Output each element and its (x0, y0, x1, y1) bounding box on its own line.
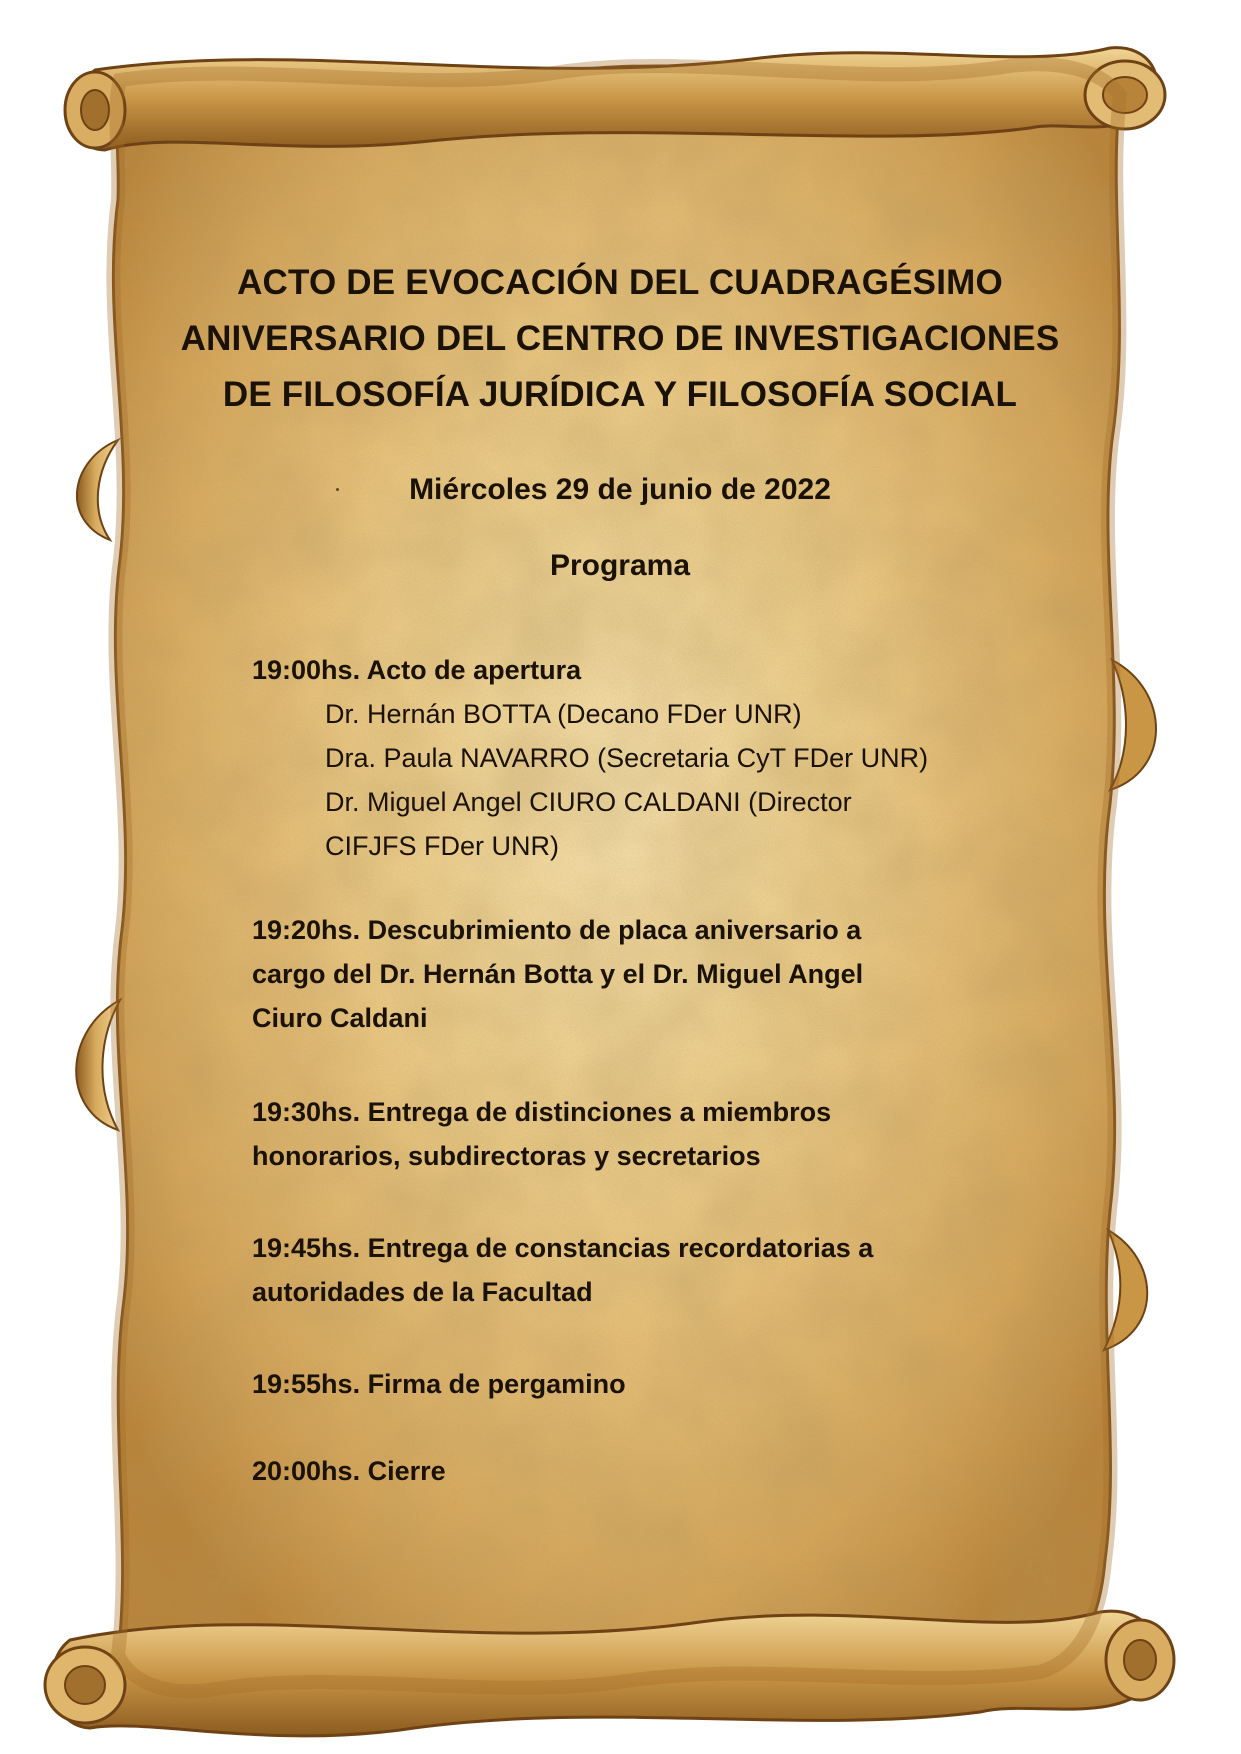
speaker-line: Dra. Paula NAVARRO (Secretaria CyT FDer UNR) (325, 743, 929, 773)
program-item-text (252, 648, 972, 692)
program-item-plaque (252, 908, 972, 1040)
speaker-line: Dr. Hernán BOTTA (Decano FDer UNR) (325, 699, 802, 729)
speaker-list (252, 692, 972, 868)
program-item-text (252, 908, 972, 1040)
program-item-line: cargo del Dr. Hernán Botta y el Dr. Miguel Angel (252, 959, 864, 989)
event-title (140, 255, 1100, 423)
title-line: DE FILOSOFÍA JURÍDICA Y FILOSOFÍA SOCIAL (222, 375, 1018, 414)
program-item-signing (252, 1362, 972, 1406)
program-item-text (252, 1362, 972, 1406)
program-heading: Programa (549, 549, 691, 582)
program-item-closing (252, 1449, 972, 1493)
event-date: Miércoles 29 de junio de 2022 (409, 473, 831, 506)
title-line: ACTO DE EVOCACIÓN DEL CUADRAGÉSIMO (237, 263, 1003, 302)
program-item-certificates (252, 1226, 972, 1314)
program-item-line: Ciuro Caldani (252, 1003, 428, 1033)
program-item-line: autoridades de la Facultad (252, 1277, 593, 1307)
program-item-line: 20:00hs. Cierre (252, 1456, 446, 1486)
program-item-line: 19:30hs. Entrega de distinciones a miembros (252, 1097, 832, 1127)
program-item-opening (252, 648, 972, 868)
program-item-distinctions (252, 1090, 972, 1178)
program-item-text (252, 1449, 972, 1493)
program-item-line: 19:55hs. Firma de pergamino (252, 1369, 626, 1399)
program-item-line: 19:20hs. Descubrimiento de placa aniversario a (252, 915, 862, 945)
title-line: ANIVERSARIO DEL CENTRO DE INVESTIGACIONES (180, 319, 1060, 358)
program-item-line: 19:00hs. Acto de apertura (252, 655, 582, 685)
program-item-line: 19:45hs. Entrega de constancias recordatorias a (252, 1233, 874, 1263)
program-item-text (252, 1090, 972, 1178)
speaker-line: CIFJFS FDer UNR) (325, 831, 559, 861)
program-item-line: honorarios, subdirectoras y secretarios (252, 1141, 761, 1171)
program-item-text (252, 1226, 972, 1314)
speaker-line: Dr. Miguel Angel CIURO CALDANI (Director (325, 787, 852, 817)
